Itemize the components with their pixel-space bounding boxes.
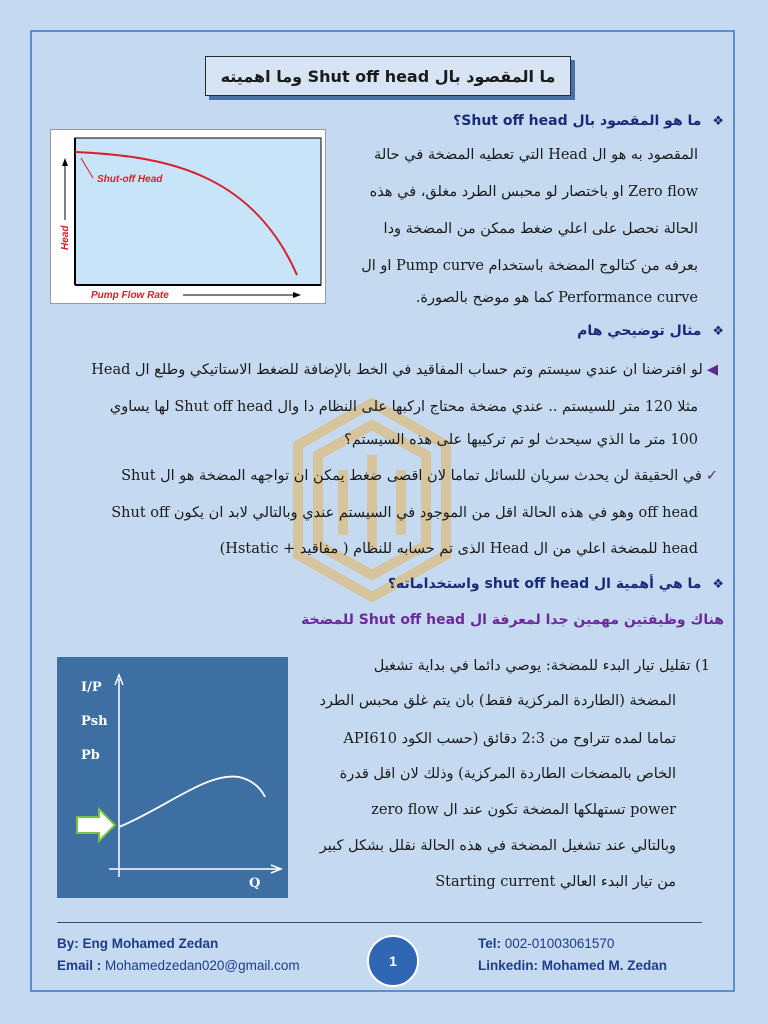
y-axis-label: Head (60, 225, 71, 250)
section1-heading-text: ما هو المقصود بال Shut off head؟ (453, 113, 702, 129)
example-line-text: لو افترضنا ان عندي سيستم وتم حساب المفاقيد في الخط بالإضافة للضغط الاستاتيكي وطلع ال Head (91, 362, 703, 378)
checkmark-icon: ✓ (705, 468, 718, 484)
by-label: By: (57, 936, 79, 951)
tel-value: 002-01003061570 (504, 936, 615, 951)
section2-heading-text: مثال توضيحي هام (577, 323, 702, 339)
function-line: الخاص بالمضخات الطاردة المركزية) وذلك لان اقل قدرة (339, 766, 676, 782)
section1-line: Performance curve كما هو موضح بالصورة. (415, 290, 698, 306)
triangle-bullet-icon: ◀ (706, 362, 718, 378)
linkedin-line (478, 958, 667, 973)
tel-label: Tel: (478, 936, 501, 951)
diamond-bullet-icon: ❖ (712, 577, 724, 592)
x-axis-label: Pump Flow Rate (91, 290, 169, 301)
answer-line: off head وهو في هذه الحالة اقل من الموجود في السيستم عندي وبالتالي لابد ان يكون Shut off (111, 505, 698, 521)
shutoff-head-label: Shut-off Head (97, 174, 163, 185)
footer-divider (57, 922, 702, 923)
section3-heading-text: ما هي أهمية ال shut off head واستخداماته؟ (387, 576, 702, 592)
example-question: 100 متر ما الذي سيحدث لو تم تركيبها على هذه السيستم؟ (344, 432, 698, 448)
power-curve-svg (57, 657, 288, 898)
pump-curve-svg (51, 130, 325, 303)
author-line (57, 936, 218, 951)
diamond-bullet-icon: ❖ (712, 114, 724, 129)
psh-label: Psh (81, 714, 108, 729)
example-line: مثلا 120 متر للسيستم .. عندي مضخة محتاج اركبها على النظام دا وال Shut off head لها يساوي (109, 399, 698, 415)
section1-line: المقصود به هو ال Head التي تعطيه المضخة في حالة (374, 147, 698, 163)
author-name: Eng Mohamed Zedan (82, 936, 219, 951)
page-title: ما المقصود بال Shut off head وما اهميته (205, 56, 571, 96)
answer-line (121, 468, 718, 484)
ip-label: I/P (81, 680, 102, 695)
section1-line: بعرفه من كتالوج المضخة باستخدام Pump curve او ال (361, 258, 698, 274)
power-curve (119, 777, 265, 827)
q-label: Q (249, 876, 261, 891)
function-line: power تستهلكها المضخة تكون عند ال zero flow (371, 802, 676, 818)
answer-line: head للمضخة اعلي من ال Head الذى تم حسابه للنظام ( مفاقيد + Hstatic) (219, 541, 698, 557)
section2-heading (577, 323, 724, 339)
email-link[interactable]: Mohamedzedan020@gmail.com (105, 958, 300, 973)
function-line: وبالتالي عند تشغيل المضخة في هذه الحالة نقلل بشكل كبير (319, 838, 676, 854)
section1-line: Zero flow او باختصار لو محبس الطرد مغلق، في هذه (369, 184, 698, 200)
watermark-logo (288, 395, 456, 605)
section3-heading (388, 576, 724, 592)
function-line: المضخة (الطاردة المركزية فقط) بان يتم غلق محبس الطرد (319, 693, 676, 709)
power-curve-figure (57, 657, 288, 898)
linkedin-link[interactable]: Mohamed M. Zedan (541, 958, 668, 973)
pump-curve-figure (50, 129, 326, 304)
page-number-badge: 1 (367, 935, 419, 987)
function-line: تماما لمده تتراوح من 2:3 دقائق (حسب الكود API610 (343, 731, 676, 747)
section1-heading (453, 113, 724, 129)
email-label: Email : (57, 958, 102, 973)
answer-line-text: في الحقيقة لن يحدث سريان للسائل تماما لان اقصى ضغط يمكن ان تواجهه المضخة هو ال Shut (121, 468, 702, 484)
linkedin-label: Linkedin: (478, 958, 538, 973)
function-line: 1) تقليل تيار البدء للمضخة: يوصي دائما في بداية تشغيل (373, 658, 710, 674)
tel-line (478, 936, 614, 951)
example-line (91, 362, 718, 378)
section1-line: الحالة نحصل على اعلي ضغط ممكن من المضخة ودا (383, 221, 698, 237)
section3-subheading: هناك وظيفتين مهمين جدا لمعرفة ال Shut off head للمضخة (301, 612, 724, 628)
diamond-bullet-icon: ❖ (712, 324, 724, 339)
arrow-indicator-icon (77, 809, 115, 841)
function-line: من تيار البدء العالي Starting current (435, 874, 676, 890)
pb-label: Pb (81, 748, 100, 763)
email-line (57, 958, 300, 973)
